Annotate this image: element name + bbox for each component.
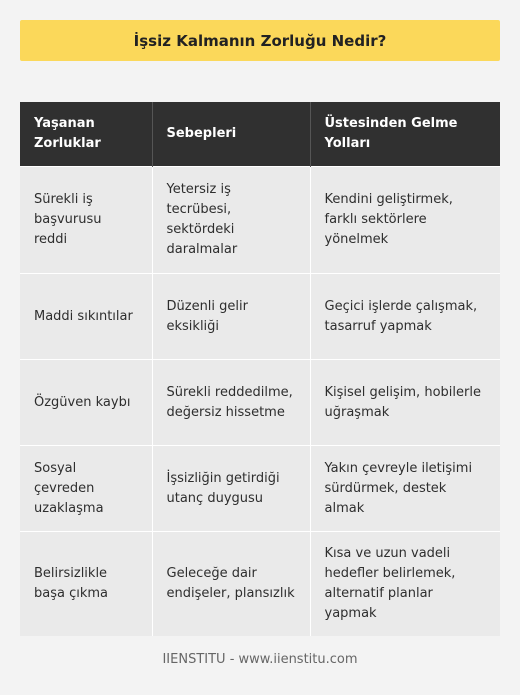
- table-row: [20, 532, 500, 637]
- table-row: [20, 360, 500, 446]
- cell-cause: Düzenli gelir eksikliği: [152, 274, 310, 360]
- page-title: İşsiz Kalmanın Zorluğu Nedir?: [133, 31, 387, 50]
- cell-solution: Kendini geliştirmek, farklı sektörlere yönelmek: [310, 167, 500, 274]
- footer-credit: IIENSTITU - www.iienstitu.com: [162, 652, 358, 667]
- cell-solution: Yakın çevreyle iletişimi sürdürmek, destek almak: [310, 446, 500, 532]
- cell-challenge: Özgüven kaybı: [20, 360, 152, 446]
- cell-challenge: Sürekli iş başvurusu reddi: [20, 167, 152, 274]
- cell-cause: İşsizliğin getirdiği utanç duygusu: [152, 446, 310, 532]
- header-causes: Sebepleri: [152, 102, 310, 167]
- cell-solution: Kişisel gelişim, hobilerle uğraşmak: [310, 360, 500, 446]
- table-row: [20, 446, 500, 532]
- cell-challenge: Belirsizlikle başa çıkma: [20, 532, 152, 637]
- cell-solution: Kısa ve uzun vadeli hedefler belirlemek, alternatif planlar yapmak: [310, 532, 500, 637]
- header-challenges: Yaşanan Zorluklar: [20, 102, 152, 167]
- table-row: [20, 167, 500, 274]
- cell-solution: Geçici işlerde çalışmak, tasarruf yapmak: [310, 274, 500, 360]
- cell-challenge: Maddi sıkıntılar: [20, 274, 152, 360]
- cell-cause: Yetersiz iş tecrübesi, sektördeki daralmalar: [152, 167, 310, 274]
- cell-cause: Geleceğe dair endişeler, plansızlık: [152, 532, 310, 637]
- cell-challenge: Sosyal çevreden uzaklaşma: [20, 446, 152, 532]
- table-row: [20, 274, 500, 360]
- title-bar: [20, 20, 500, 61]
- header-solutions: Üstesinden Gelme Yolları: [310, 102, 500, 167]
- cell-cause: Sürekli reddedilme, değersiz hissetme: [152, 360, 310, 446]
- table-header-row: [20, 102, 500, 167]
- info-table: [20, 102, 500, 636]
